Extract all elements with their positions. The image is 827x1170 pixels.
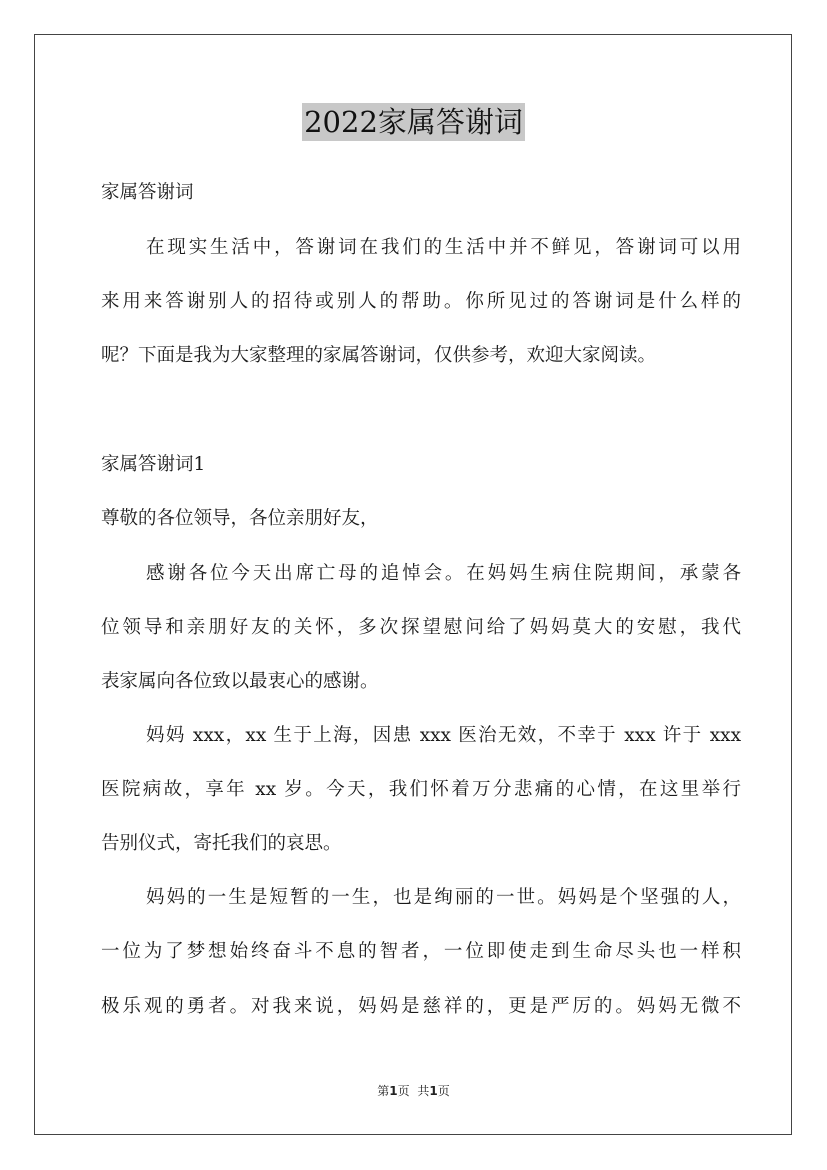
footer-page-total: 1 xyxy=(429,1084,438,1098)
para1-line-2: 位领导和亲朋好友的关怀，多次探望慰问给了妈妈莫大的安慰，我代 xyxy=(101,617,741,638)
intro-line-3: 呢？下面是我为大家整理的家属答谢词，仅供参考，欢迎大家阅读。 xyxy=(101,345,657,366)
footer-page-suffix: 页 xyxy=(397,1084,410,1098)
title-container xyxy=(0,103,827,141)
para3-line-3: 极乐观的勇者。对我来说，妈妈是慈祥的，更是严厉的。妈妈无微不 xyxy=(101,996,741,1017)
footer-page-current: 1 xyxy=(389,1084,398,1098)
intro-line-1: 在现实生活中，答谢词在我们的生活中并不鲜见，答谢词可以用 xyxy=(146,237,741,258)
page-footer xyxy=(0,1083,827,1099)
para3-line-2: 一位为了梦想始终奋斗不息的智者，一位即使走到生命尽头也一样积 xyxy=(101,941,741,962)
para1-line-1: 感谢各位今天出席亡母的追悼会。在妈妈生病住院期间，承蒙各 xyxy=(146,563,741,584)
para2-line-2: 医院病故，享年 xx 岁。今天，我们怀着万分悲痛的心情，在这里举行 xyxy=(101,779,741,800)
footer-total-suffix: 页 xyxy=(437,1084,450,1098)
intro-line-2: 来用来答谢别人的招待或别人的帮助。你所见过的答谢词是什么样的 xyxy=(101,291,741,312)
section-heading: 家属答谢词1 xyxy=(101,454,206,475)
footer-total-prefix: 共 xyxy=(417,1084,430,1098)
para3-line-1: 妈妈的一生是短暂的一生，也是绚丽的一世。妈妈是个坚强的人， xyxy=(146,887,741,908)
document-subtitle: 家属答谢词 xyxy=(101,182,194,203)
salutation: 尊敬的各位领导，各位亲朋好友， xyxy=(101,508,379,529)
document-title: 2022家属答谢词 xyxy=(304,105,523,139)
para2-line-3: 告别仪式，寄托我们的哀思。 xyxy=(101,833,342,854)
footer-page-prefix: 第 xyxy=(377,1084,390,1098)
para1-line-3: 表家属向各位致以最衷心的感谢。 xyxy=(101,671,379,692)
para2-line-1: 妈妈 xxx，xx 生于上海，因患 xxx 医治无效，不幸于 xxx 许于 xxx xyxy=(146,725,741,746)
